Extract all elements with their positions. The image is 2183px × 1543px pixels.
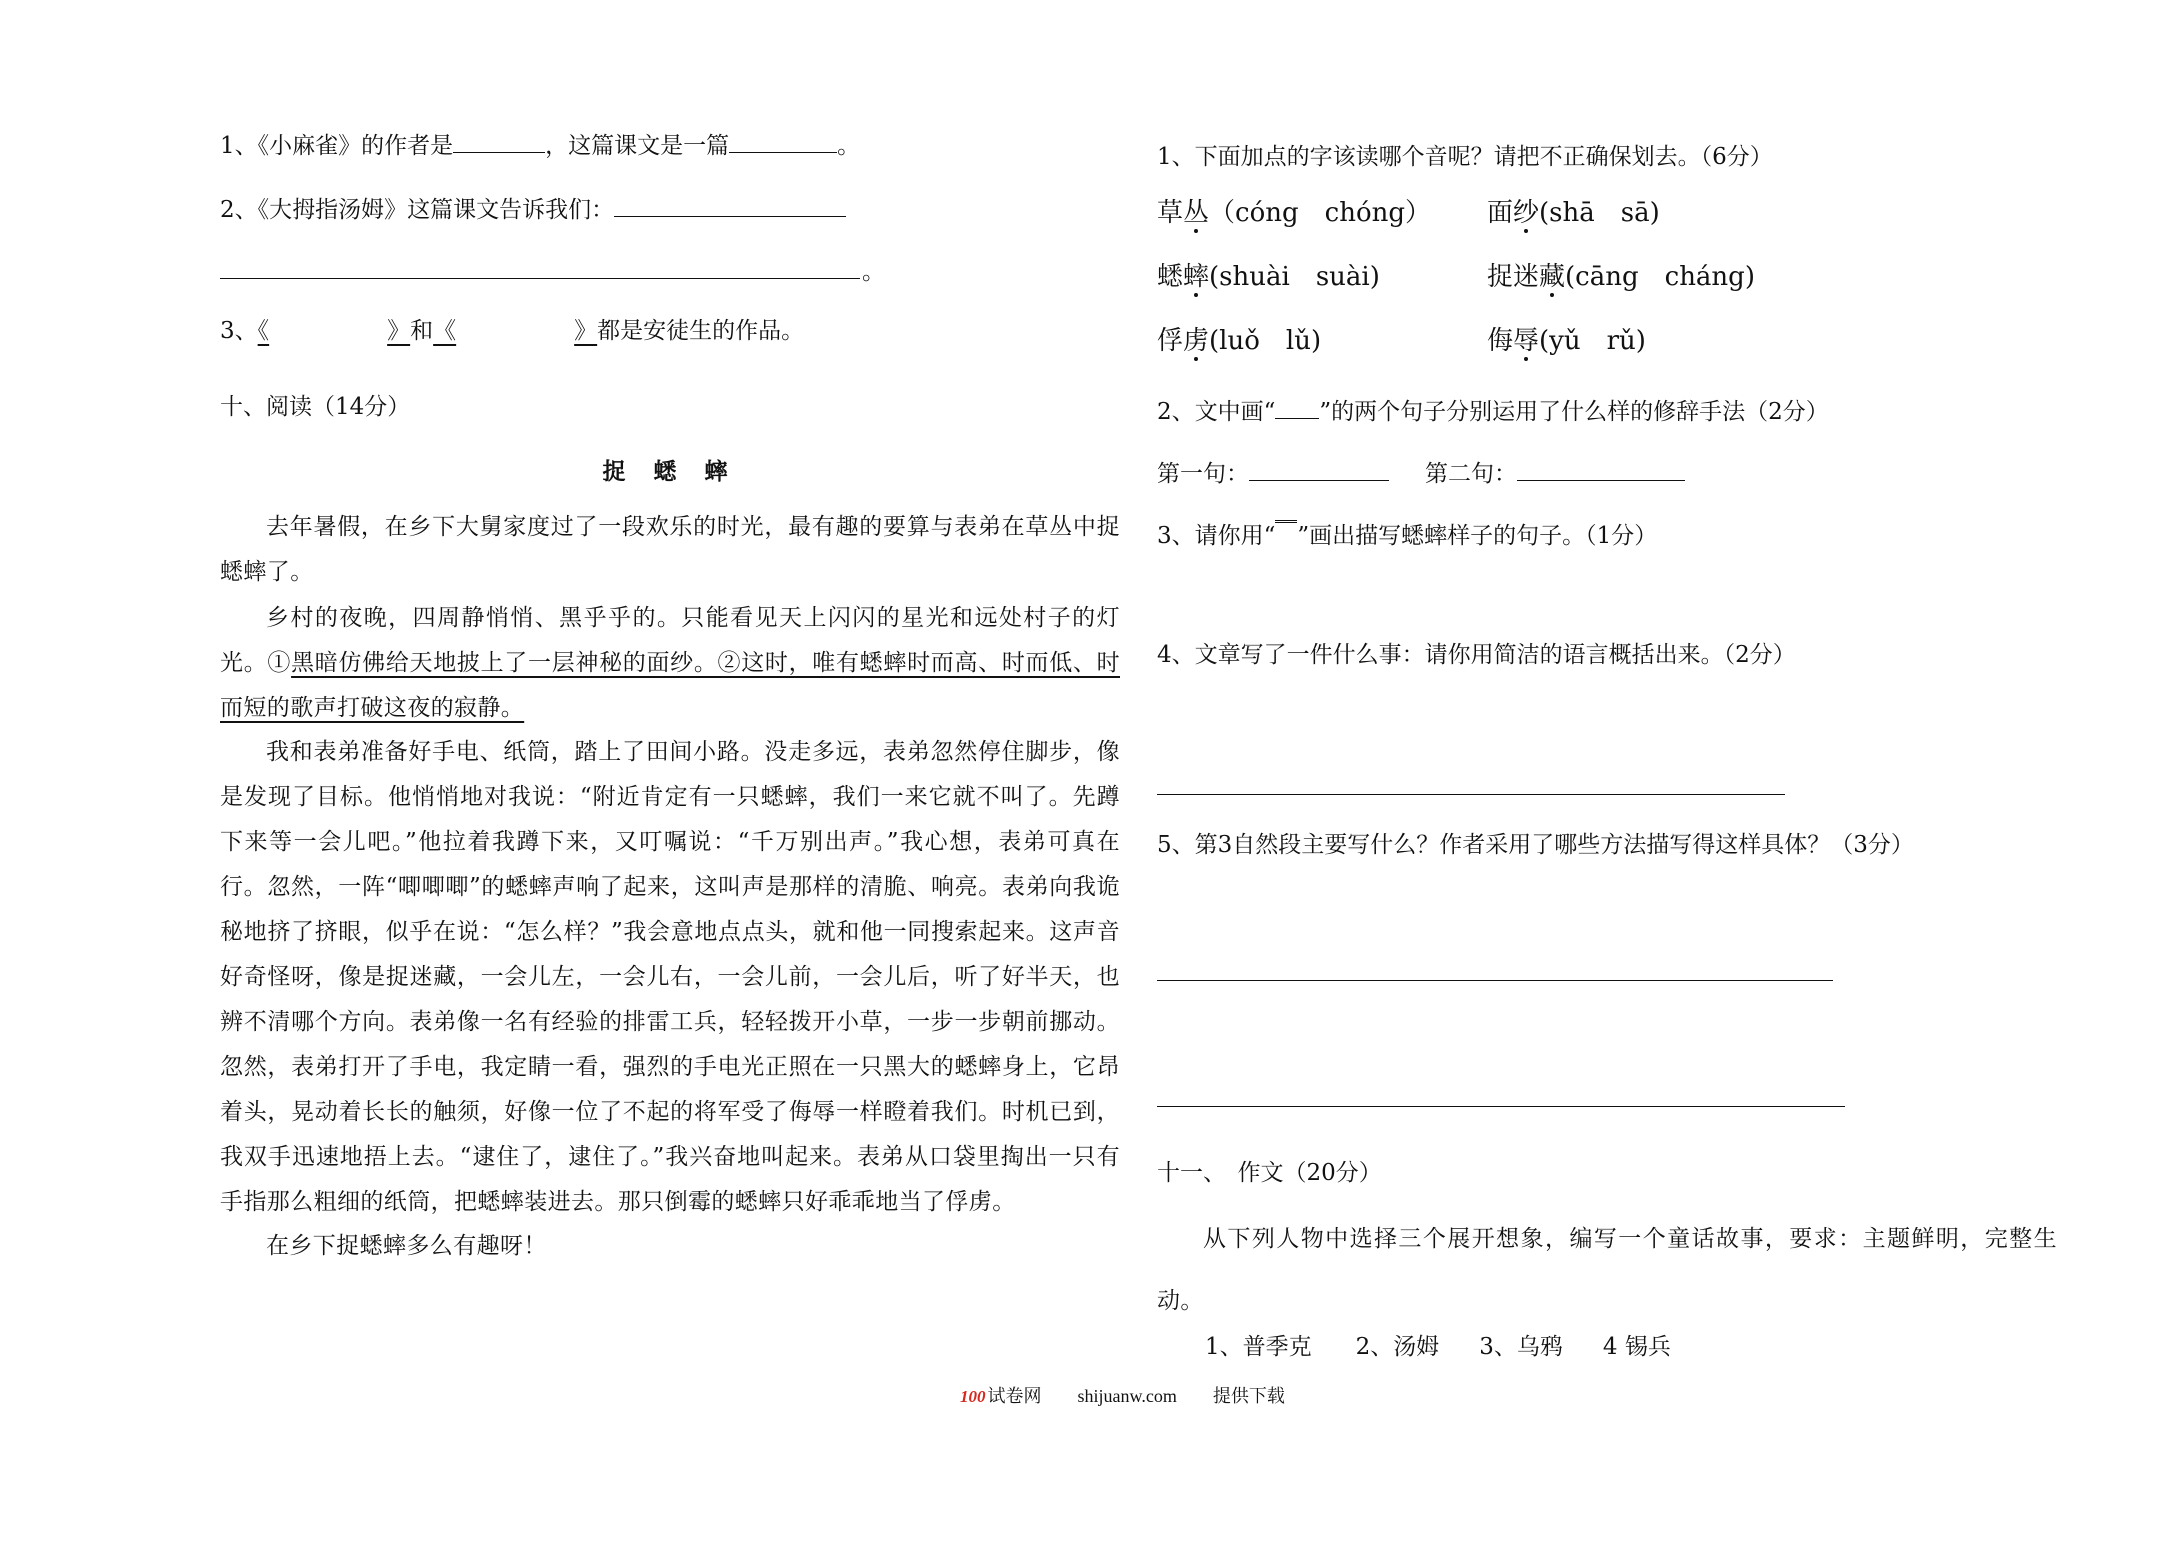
q3-blank-book-1[interactable]: 《 》 [257,318,411,344]
second-sentence-label: 第二句： [1425,461,1517,487]
character-item: 1、普季克 [1205,1334,1312,1360]
q5-answer-line-2[interactable] [1157,1106,1845,1107]
question-left-3 [220,320,804,343]
paragraph-2-plain: 乡村的夜晚，四周静悄悄、黑乎乎的。只能看见天上闪闪的星光和远处村子的灯光。① [220,605,1120,676]
reading-paragraph-2 [220,596,1120,731]
pinyin-item: 捉迷藏(cāng cháng) [1487,262,1755,292]
q4-answer-line[interactable] [1157,794,1785,795]
q2-end: 。 [862,259,885,285]
site-url[interactable]: shijuanw.com [1077,1386,1177,1406]
section-eleven-heading: 十一、 作文（20分） [1157,1160,1382,1186]
first-sentence-label: 第一句： [1157,461,1249,487]
reading-paragraph-3: 我和表弟准备好手电、纸筒，踏上了田间小路。没走多远，表弟忽然停住脚步，像是发现了目标。他悄悄地对我说：“附近肯定有一只蟋蟀，我们一来它就不叫了。先蹲下来等一会儿吧。”他拉着我蹲下来，又叮嘱说：“千万别出声。”我心想，表弟可真在行。忽然，一阵“唧唧唧”的蟋蟀声响了起来，这叫声是那样的清脆、响亮。表弟向我诡秘地挤了挤眼，似乎在说：“怎么样？”我会意地点点头，就和他一同搜索起来。这声音好奇怪呀，像是捉迷藏，一会儿左，一会儿右，一会儿前，一会儿后，听了好半天，也辨不清哪个方向。表弟像一名有经验的排雷工兵，轻轻拨开小草，一步一步朝前挪动。忽然，表弟打开了手电，我定睛一看，强烈的手电光正照在一只黑大的蟋蟀身上，它昂着头，晃动着长长的触须，好像一位了不起的将军受了侮辱一样瞪着我们。时机已到，我双手迅速地捂上去。“逮住了，逮住了。”我兴奋地叫起来。表弟从口袋里掏出一只有手指那么粗细的纸筒，把蟋蟀装进去。那只倒霉的蟋蟀只好乖乖地当了俘虏。 [220,739,1120,1215]
footer [960,1382,1285,1408]
q5-answer-line-1[interactable] [1157,980,1833,981]
q1-middle: ，这篇课文是一篇 [545,133,730,159]
question-right-1: 1、下面加点的字该读哪个音呢？请把不正确保划去。（6分） [1157,144,1773,170]
pinyin-row-3 [1157,328,1646,354]
site-logo: 100 [960,1387,986,1406]
q2-blank-1[interactable] [614,194,846,217]
character-list [1205,1336,1671,1359]
question-right-2-answers [1157,458,1685,486]
pinyin-item: 草丛（cóng chóng） [1157,198,1431,228]
first-sentence-blank[interactable] [1249,458,1389,481]
q2-answer-line[interactable] [220,278,860,279]
q2-text: 2、《大拇指汤姆》这篇课文告诉我们： [220,197,615,223]
q3-after: 都是安徒生的作品。 [597,318,805,344]
q1-before: 1、《小麻雀》的作者是 [220,133,454,159]
question-right-2: 2、文中画“ ”的两个句子分别运用了什么样的修辞手法（2分） [1157,396,1829,424]
question-left-1 [220,130,860,158]
pinyin-item: 俘虏(luǒ lǔ) [1157,326,1322,356]
reading-title: 捉 蟋 蟀 [602,458,738,485]
download-note: 提供下载 [1212,1386,1285,1406]
reading-paragraph-1: 去年暑假，在乡下大舅家度过了一段欢乐的时光，最有趣的要算与表弟在草丛中捉蟋蟀了。 [220,514,1120,585]
pinyin-item: 蟋蟀(shuài suài) [1157,262,1380,292]
wavy-line-sample [1275,520,1297,529]
q3-prefix: 3、 [220,318,258,344]
pinyin-row-1 [1157,200,1660,226]
straight-underline-sample [1275,396,1319,419]
reading-paragraph-4: 在乡下捉蟋蟀多么有趣呀！ [266,1233,547,1259]
brand-name: 试卷网 [987,1386,1042,1406]
pinyin-item: 面纱(shā sā) [1487,198,1660,228]
character-item: 3、乌鸦 [1479,1334,1563,1360]
character-item: 4 锡兵 [1602,1334,1671,1360]
paragraph-2-underlined: 黑暗仿佛给天地披上了一层神秘的面纱。②这时，唯有蟋蟀时而高、时而低、时而短的歌声打破这夜的寂静。 [220,650,1120,721]
question-left-2 [220,194,846,222]
q3-joiner: 和 [410,318,434,344]
pinyin-row-2 [1157,264,1755,290]
q3-blank-book-2[interactable]: 《 》 [433,318,598,344]
q1-blank-author[interactable] [453,130,545,153]
q1-blank-genre[interactable] [729,130,837,153]
essay-prompt: 从下列人物中选择三个展开想象，编写一个童话故事，要求：主题鲜明，完整生动。 [1157,1226,2057,1314]
section-ten-heading: 十、阅读（14分） [220,394,411,420]
second-sentence-blank[interactable] [1517,458,1685,481]
q1-after: 。 [837,133,861,159]
question-right-3: 3、请你用“ ”画出描写蟋蟀样子的句子。（1分） [1157,520,1657,548]
question-right-4: 4、文章写了一件什么事：请你用简洁的语言概括出来。（2分） [1157,642,1796,668]
question-right-5: 5、第3自然段主要写什么？作者采用了哪些方法描写得这样具体？（3分） [1157,832,1914,858]
pinyin-item: 侮辱(yǔ rǔ) [1487,326,1646,356]
character-item: 2、汤姆 [1355,1334,1440,1360]
